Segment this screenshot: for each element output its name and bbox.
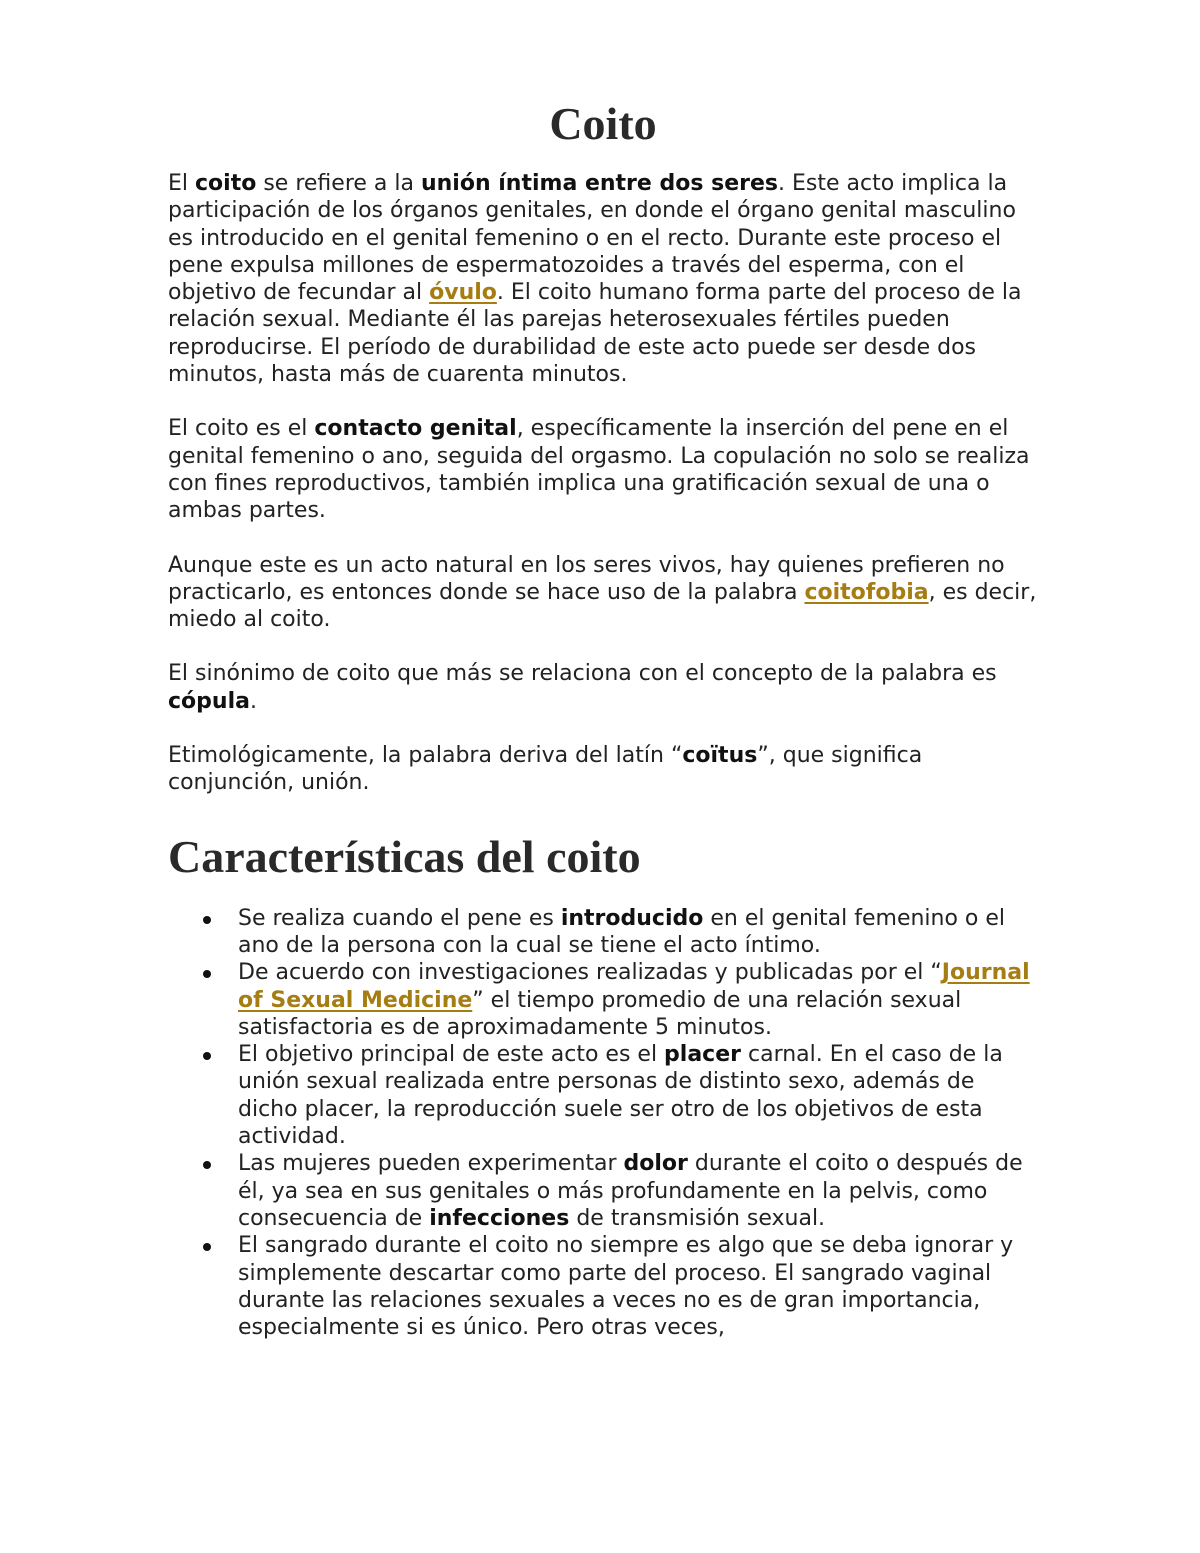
bullet-icon: [203, 1161, 211, 1169]
text-run: El objetivo principal de este acto es el: [238, 1042, 665, 1068]
text-run: de transmisión sexual.: [569, 1205, 826, 1231]
bold-term: introducido: [560, 905, 704, 931]
bullet-icon: [203, 1052, 211, 1060]
bullet-icon: [203, 916, 211, 924]
bold-term: infecciones: [429, 1205, 570, 1231]
text-run: durante el coito o después de él, ya sea en sus genitales o más profundamente en la pelvis, como consecuencia de: [238, 1151, 1023, 1231]
journal-link[interactable]: Journal of Sexual Medicine: [238, 960, 1030, 1013]
synonym-paragraph: [168, 660, 1038, 715]
text-run: . El coito humano forma parte del proceso de la relación sexual. Mediante él las parejas heterosexuales fértiles pueden reproducirse. El período de durabilidad de este acto puede ser desde dos minutos, hasta más de cuarenta minutos.: [168, 280, 1022, 388]
coitofobia-link[interactable]: coitofobia: [804, 579, 929, 605]
etymology-paragraph: [168, 742, 1038, 797]
text-run: en el genital femenino o el ano de la persona con la cual se tiene el acto íntimo.: [238, 905, 1006, 958]
text-run: El coito es el: [168, 416, 315, 442]
text-run: ” el tiempo promedio de una relación sexual satisfactoria es de aproximadamente 5 minutos.: [238, 987, 962, 1040]
list-item: [238, 1150, 1038, 1232]
text-run: ”, que significa conjunción, unión.: [168, 743, 923, 796]
bullet-icon: [203, 970, 211, 978]
text-run: Se realiza cuando el pene es: [238, 905, 561, 931]
list-item: [238, 959, 1038, 1041]
bold-term: coïtus: [682, 743, 758, 769]
bold-term: contacto genital: [314, 416, 517, 442]
genital-contact-paragraph: [168, 415, 1038, 524]
text-run: El sinónimo de coito que más se relaciona con el concepto de la palabra es: [168, 661, 997, 687]
text-run: El: [168, 171, 196, 196]
text-run: Las mujeres pueden experimentar: [238, 1151, 624, 1177]
text-run: Etimológicamente, la palabra deriva del latín “: [168, 743, 683, 769]
text-run: , es decir, miedo al coito.: [168, 579, 1037, 633]
text-run: Aunque este es un acto natural en los seres vivos, hay quienes prefieren no practicarlo, es entonces donde se hace uso de la palabra: [168, 552, 1005, 605]
ovulo-link[interactable]: óvulo: [429, 280, 497, 306]
bold-term: dolor: [623, 1151, 688, 1177]
section-heading: Características del coito: [168, 830, 641, 882]
bold-term: coito: [195, 171, 257, 196]
coitofobia-paragraph: [168, 552, 1038, 634]
bold-term: cópula: [168, 688, 250, 714]
bold-term: placer: [664, 1042, 741, 1068]
intro-paragraph: [168, 170, 1038, 388]
list-item: [238, 1232, 1038, 1341]
characteristics-list: [168, 905, 1038, 1342]
text-run: De acuerdo con investigaciones realizadas y publicadas por el “: [238, 960, 942, 986]
document-page: [168, 96, 1038, 1341]
list-item: [238, 905, 1038, 960]
text-run: carnal. En el caso de la unión sexual realizada entre personas de distinto sexo, además de dicho placer, la reproducción suele ser otro de los objetivos de esta actividad.: [238, 1042, 1003, 1150]
bold-term: unión íntima entre dos seres: [420, 171, 778, 196]
list-item: [238, 1041, 1038, 1150]
page-title: Coito: [549, 98, 657, 149]
text-run: . Este acto implica la participación de los órganos genitales, en donde el órgano genital masculino es introducido en el genital femenino o en el recto. Durante este proceso el pene expulsa millones de espermatozoides a través del esperma, con el objetivo de fecundar al: [168, 171, 1016, 306]
text-run: se refiere a la: [256, 171, 421, 196]
text-run: El sangrado durante el coito no siempre es algo que se deba ignorar y simplemente descartar como parte del proceso. El sangrado vaginal durante las relaciones sexuales a veces no es de gran importancia, especialmente si es único. Pero otras veces,: [238, 1233, 1014, 1341]
text-run: , específicamente la inserción del pene en el genital femenino o ano, seguida del orgasmo. La copulación no solo se realiza con fines reproductivos, también implica una gratificación sexual de una o ambas partes.: [168, 416, 1030, 524]
bullet-icon: [203, 1243, 211, 1251]
text-run: .: [249, 688, 257, 714]
